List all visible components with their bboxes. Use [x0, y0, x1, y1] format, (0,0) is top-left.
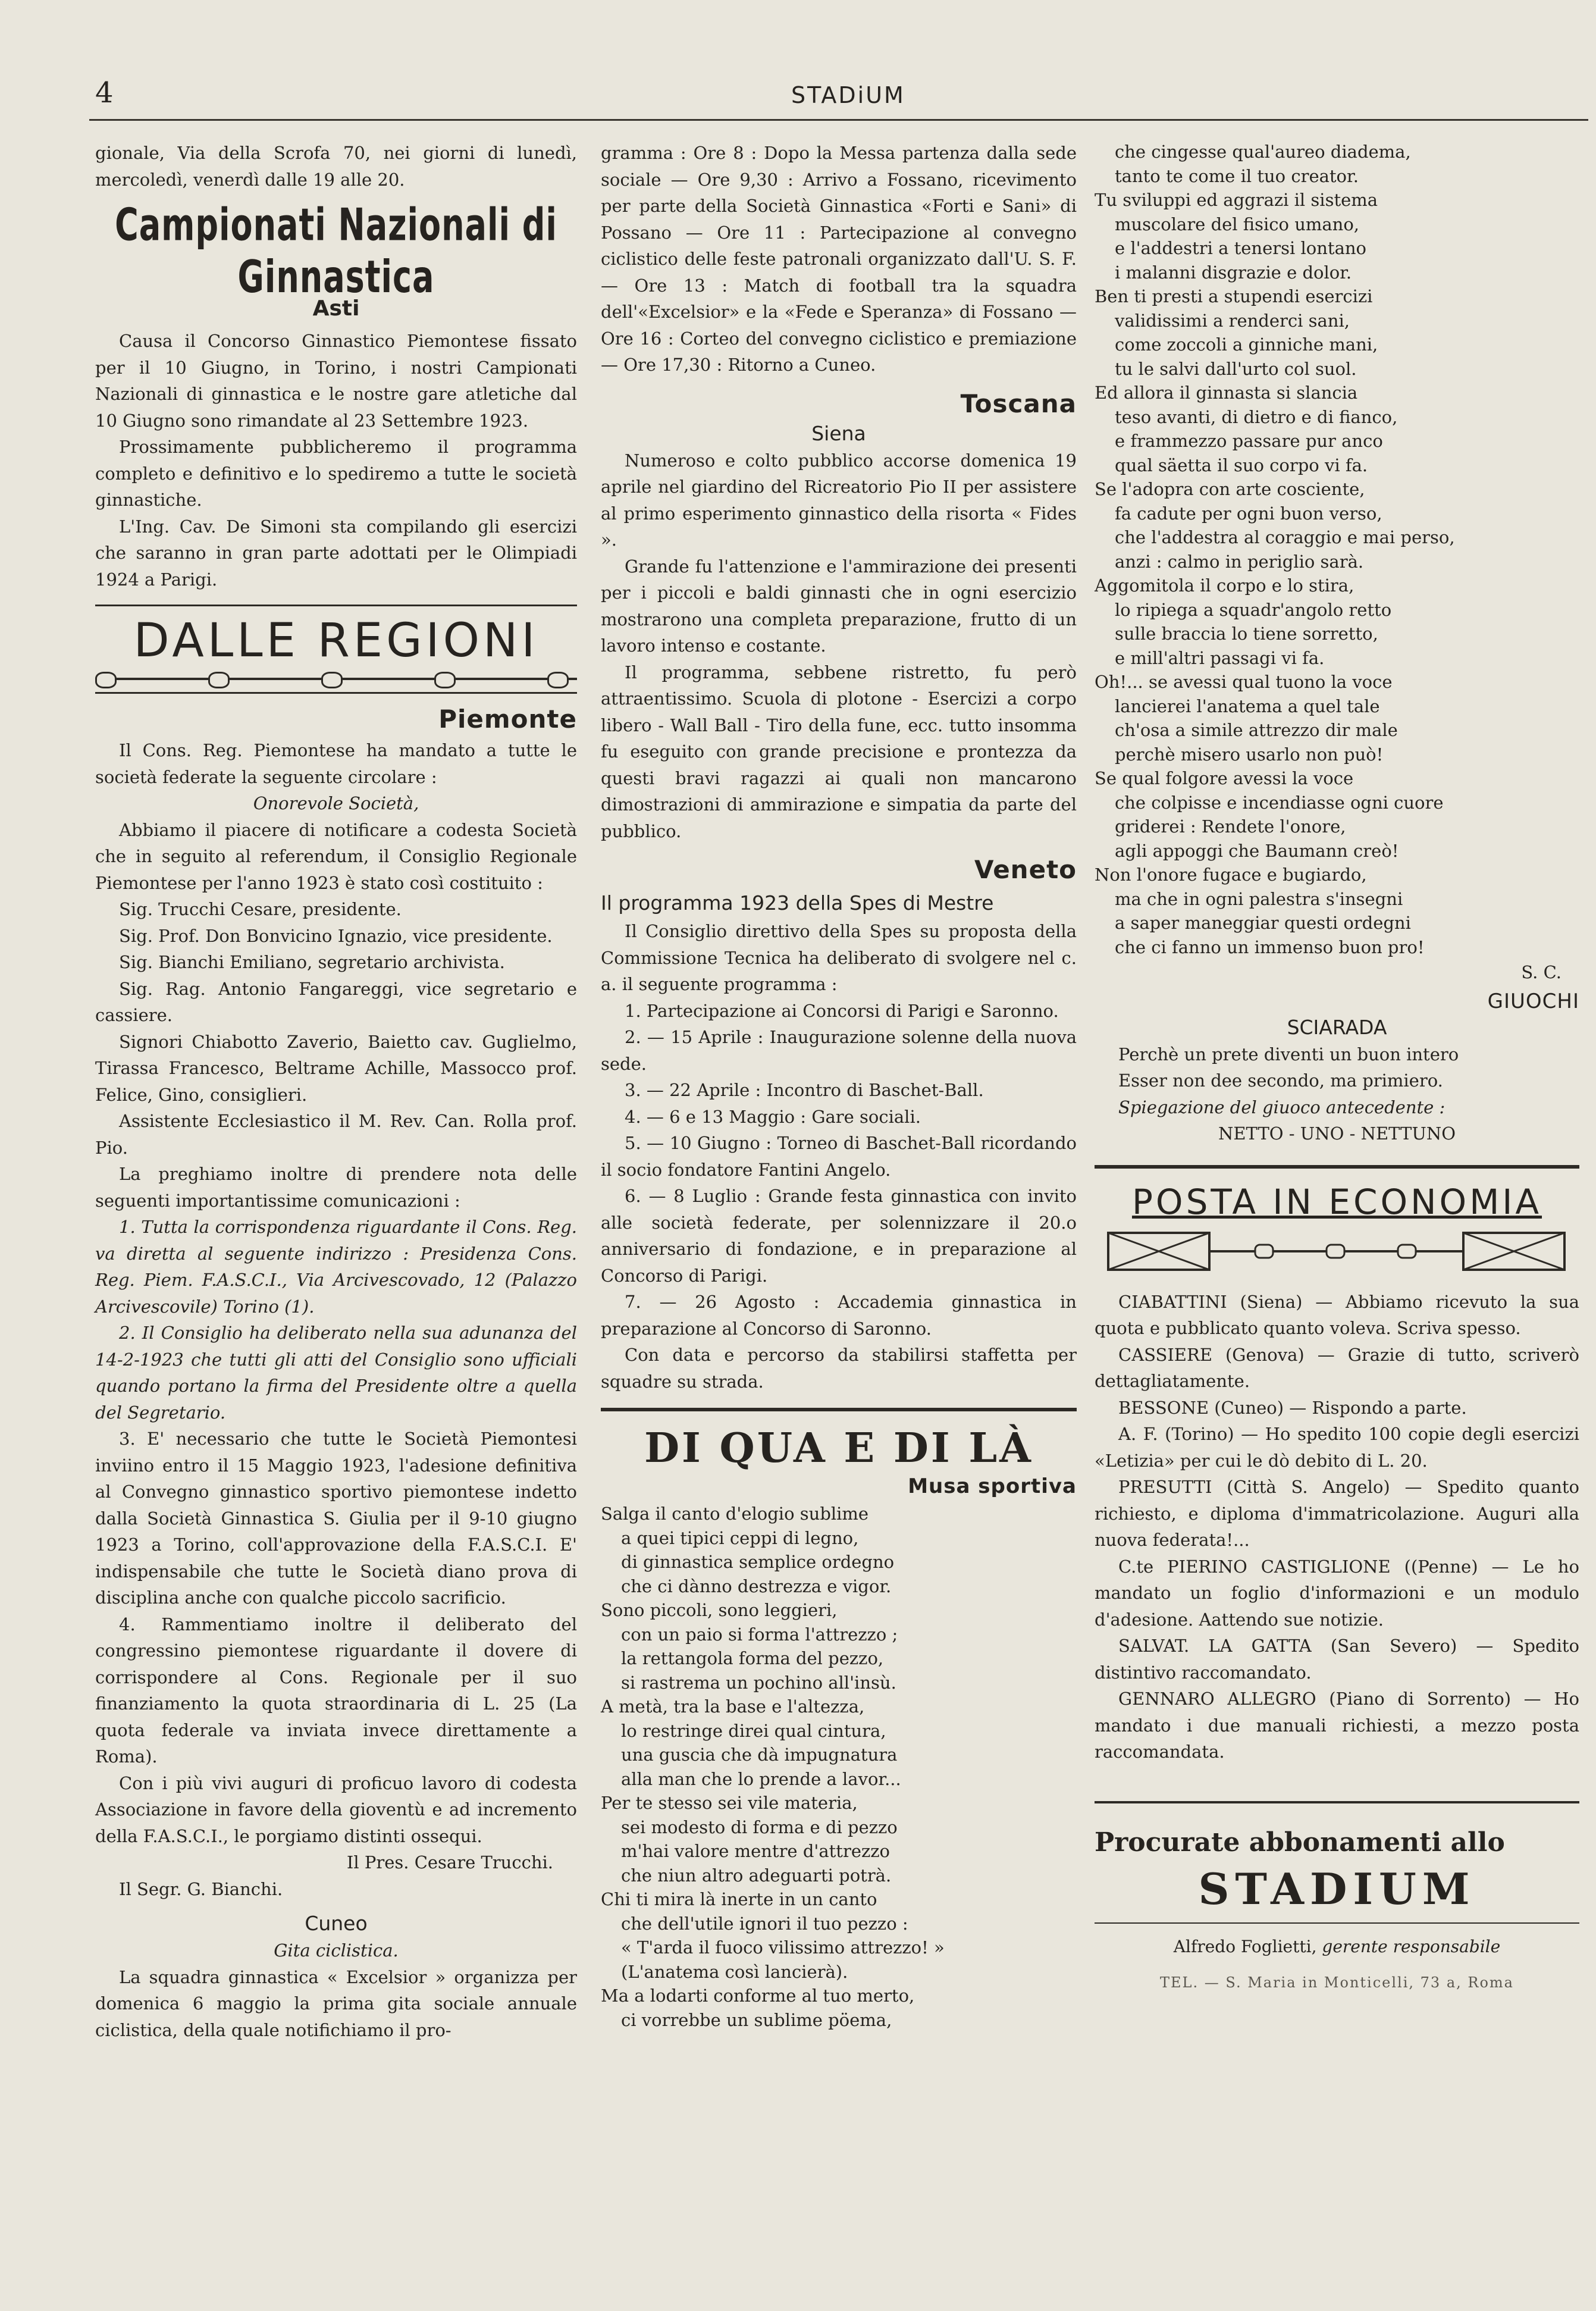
poem-line: a quei tipici ceppi di legno, [621, 1527, 859, 1548]
siena-paragraph: Il programma, sebbene ristretto, fu però attraentissimo. Scuola di plotone - Esercizi a corpo libero - Wall Ball - Tiro della fune, ecc. tutto insomma fu eseguito con grande precisione e prontezza da questi bravi ragazzi ai quali non mancarono dimostrazioni di ammirazione e simpatia da parte del pubblico. [601, 662, 1077, 841]
poem-line: con un paio si forma l'attrezzo ; [621, 1624, 898, 1645]
promo-line: Procurate abbonamenti allo [1095, 1827, 1505, 1858]
program-item: 1. Partecipazione ai Concorsi di Parigi e Saronno. [625, 1000, 1059, 1021]
column-1 [95, 140, 577, 2043]
musa-sportiva-heading: Musa sportiva [908, 1474, 1077, 1498]
asti-paragraph: L'Ing. Cav. De Simoni sta compilando gli esercizi che saranno in gran parte adottati per le Olimpiadi 1924 a Parigi. [95, 516, 577, 590]
poem-line: anzi : calmo in periglio sarà. [1115, 551, 1364, 572]
asti-paragraph: Causa il Concorso Ginnastico Piemontese fissato per il 10 Giugno, in Torino, i nostri Campionati Nazionali di ginnastica e le nostre gare atletiche dal 10 Giugno sono rimandate al 23 Settembre 1923. [95, 331, 577, 431]
posta-entry: PRESUTTI (Città S. Angelo) — Spedito quanto richiesto, e diploma d'immatricolazione. Auguri alla nuova federata!... [1095, 1477, 1579, 1550]
poem-line: fa cadute per ogni buon verso, [1115, 503, 1382, 524]
poem-line: che niun altro adeguarti potrà. [621, 1865, 892, 1886]
di-qua-e-di-la-heading: DI QUA E DI LÀ [644, 1424, 1033, 1472]
column-2 [601, 140, 1077, 2032]
poem-line: griderei : Rendete l'onore, [1115, 816, 1346, 837]
signature-secretary: Il Segr. G. Bianchi. [119, 1878, 283, 1899]
asti-paragraph: Prossimamente pubblicheremo il programma completo e definitivo e lo spediremo a tutte le società ginnastiche. [95, 437, 577, 510]
poem-line: Chi ti mira là inerte in un canto [601, 1889, 877, 1909]
piemonte-paragraph: La preghiamo inoltre di prendere nota delle seguenti importantissime comunicazioni : [95, 1164, 577, 1211]
poem-line: e mill'altri passagi vi fa. [1115, 647, 1325, 668]
spes-paragraph: Con data e percorso da stabilirsi staffetta per squadre su strada. [601, 1345, 1077, 1392]
poem-line: (L'anatema così lancierà). [621, 1961, 848, 1982]
poem-line: che colpisse e incendiasse ogni cuore [1115, 792, 1444, 813]
siena-paragraph: Grande fu l'attenzione e l'ammirazione dei presenti per i piccoli e baldi ginnasti che in ogni esercizio mostrarono una completa preparazione, frutto di un lavoro intenso e costante. [601, 556, 1077, 656]
program-item: 2. — 15 Aprile : Inaugurazione solenne della nuova sede. [601, 1027, 1077, 1074]
spes-paragraph: Il Consiglio direttivo della Spes su proposta della Commissione Tecnica ha deliberato di svolgere nel c. a. il seguente programma : [601, 921, 1077, 994]
promo-stadium: STADIUM [1198, 1863, 1476, 1914]
poem-line: Sono piccoli, sono leggieri, [601, 1600, 838, 1620]
salutation: Onorevole Società, [253, 793, 419, 813]
poem-line: « T'arda il fuoco vilissimo attrezzo! » [621, 1937, 945, 1958]
poem-line: si rastrema un pochino all'insù. [621, 1672, 896, 1693]
spiegazione-label: Spiegazione del giuoco antecedente : [1118, 1097, 1446, 1117]
footer-credit [1095, 1937, 1579, 1956]
sciarada-heading: SCIARADA [1287, 1015, 1387, 1039]
piemonte-paragraph: Con i più vivi auguri di proficuo lavoro di codesta Associazione in favore della gioventù e ad incremento della F.A.S.C.I., le porgiamo distinti ossequi. [95, 1773, 577, 1846]
poem-line: teso avanti, di dietro e di fianco, [1115, 406, 1398, 427]
poem-line: tu le salvi dall'urto col suol. [1115, 358, 1357, 379]
section-rule [601, 1408, 1077, 1411]
section-rule [1095, 1801, 1579, 1803]
council-member: Sig. Rag. Antonio Fangareggi, vice segretario e cassiere. [95, 978, 577, 1025]
poem-part-1 [601, 1502, 1077, 2032]
poem-line: Ben ti presti a stupendi esercizi [1095, 286, 1373, 306]
poem-line: e l'addestri a tenersi lontano [1115, 238, 1366, 258]
envelope-ornament [1106, 1227, 1567, 1275]
poem-line: Per te stesso sei vile materia, [601, 1793, 858, 1813]
campionati-heading: Campionati Nazionali di Ginnastica [115, 199, 557, 303]
section-rule [1095, 1922, 1579, 1924]
program-item: 3. — 22 Aprile : Incontro di Baschet-Ball. [625, 1080, 984, 1100]
cuneo-heading: Cuneo [305, 1912, 368, 1935]
poem-part-2 [1095, 140, 1579, 959]
sciarada-line: Esser non dee secondo, ma primiero. [1118, 1070, 1443, 1091]
poem-line: perchè misero usarlo non può! [1115, 744, 1384, 765]
communication-item: 4. Rammentiamo inoltre il deliberato del congressino piemontese riguardante il dovere di corrispondere al Cons. Regionale per il suo finanziamento la quota straordinaria di L. 25 (La quota federale va inviata invece direttamente a Roma). [95, 1614, 577, 1767]
program-item: 5. — 10 Giugno : Torneo di Baschet-Ball ricordando il socio fondatore Fantini Angelo. [601, 1133, 1077, 1180]
program-item: 4. — 6 e 13 Maggio : Gare sociali. [625, 1106, 921, 1127]
column-3 [1095, 140, 1579, 1991]
envelope-icon [1106, 1227, 1567, 1275]
communication-item: 1. Tutta la corrispondenza riguardante il Cons. Reg. va diretta al seguente indirizzo : Presidenza Cons. Reg. Piem. F.A.S.C.I., Via Arcivescovado, 12 (Palazzo Arcivescovile) Torino (1). [95, 1217, 577, 1317]
poem-line: una guscia che dà impugnatura [621, 1745, 898, 1765]
cuneo-paragraph: La squadra ginnastica « Excelsior » organizza per domenica 6 maggio la prima gita sociale annuale ciclistica, della quale notifichiamo il pro- [95, 1966, 577, 2040]
footer-name: Alfredo Foglietti, [1173, 1936, 1317, 1956]
poem-line: Se l'adopra con arte cosciente, [1095, 479, 1365, 499]
sciarada-line: Perchè un prete diventi un buon intero [1118, 1044, 1459, 1064]
piemonte-paragraph: Abbiamo il piacere di notificare a codesta Società che in seguito al referendum, il Consiglio Regionale Piemontese per l'anno 1923 è stato così costituito : [95, 819, 577, 893]
page-number: 4 [95, 76, 114, 109]
footer-address: TEL. — S. Maria in Monticelli, 73 a, Roma [1160, 1974, 1514, 1991]
banner-title: DALLE REGIONI [133, 614, 539, 668]
spes-heading: Il programma 1923 della Spes di Mestre [601, 891, 994, 915]
poem-signature: S. C. [1521, 962, 1561, 982]
footer-role: gerente responsabile [1322, 1936, 1501, 1956]
poem-line: validissimi a renderci sani, [1115, 310, 1350, 331]
poem-line: ch'osa a simile attrezzo dir male [1115, 720, 1398, 740]
cuneo-program: gramma : Ore 8 : Dopo la Messa partenza dalla sede sociale — Ore 9,30 : Arrivo a Fossano, ricevimento per parte della Società Ginnastica «Forti e Sani» di Possano — Ore 11 : Partecipazione al convegno ciclistico delle feste patronali organizzato dall'U. S. F. — Ore 13 : Match di football tra la squadra dell'«Excelsior» e la «Fede e Speranza» di Fossano —Ore 16 : Corteo del convegno ciclistico e premiazione — Ore 17,30 : Ritorno a Cuneo. [601, 143, 1077, 375]
poem-line: qual säetta il suo corpo vi fa. [1115, 455, 1368, 475]
section-rule [1095, 1165, 1579, 1169]
poem-line: che dell'utile ignori il tuo pezzo : [621, 1913, 908, 1934]
signature-president: Il Pres. Cesare Trucchi. [346, 1852, 553, 1872]
veneto-heading: Veneto [974, 855, 1077, 884]
poem-line: lo restringe direi qual cintura, [621, 1720, 886, 1741]
posta-entry: GENNARO ALLEGRO (Piano di Sorrento) — Ho mandato i due manuali richiesti, a mezzo posta raccomandata. [1095, 1689, 1579, 1762]
posta-entry: BESSONE (Cuneo) — Rispondo a parte. [1118, 1397, 1467, 1418]
poem-line: che l'addestra al coraggio e mai perso, [1115, 527, 1455, 547]
spiegazione-answer: NETTO - UNO - NETTUNO [1218, 1123, 1456, 1144]
banner-ornament [95, 672, 577, 686]
poem-line: Ed allora il ginnasta si slancia [1095, 383, 1358, 403]
program-item: 7. — 26 Agosto : Accademia ginnastica in preparazione al Concorso di Saronno. [601, 1292, 1077, 1339]
poem-line: Salga il canto d'elogio sublime [601, 1504, 869, 1524]
cuneo-subheading: Gita ciclistica. [274, 1940, 399, 1961]
header-rule [89, 119, 1588, 121]
giuochi-heading: GIUOCHI [1487, 989, 1579, 1013]
poem-line: che ci dànno destrezza e vigor. [621, 1576, 892, 1596]
poem-line: come zoccoli a ginniche mani, [1115, 334, 1378, 355]
poem-line: Ma a lodarti conforme al tuo merto, [601, 1986, 915, 2006]
poem-line: i malanni disgrazie e dolor. [1115, 262, 1352, 283]
poem-line: Oh!... se avessi qual tuono la voce [1095, 672, 1393, 692]
communication-item: 2. Il Consiglio ha deliberato nella sua adunanza del 14-2-1923 che tutti gli atti del Consiglio sono ufficiali quando portano la firma del Presidente oltre a quella del Segretario. [95, 1323, 577, 1423]
siena-heading: Siena [811, 421, 866, 445]
poem-line: m'hai valore mentre d'attrezzo [621, 1841, 890, 1861]
poem-line: lancierei l'anatema a quel tale [1115, 696, 1380, 716]
posta-entry: A. F. (Torino) — Ho spedito 100 copie degli esercizi «Letizia» per cui le dò debito di L. 20. [1095, 1424, 1579, 1471]
poem-line: Tu sviluppi ed aggrazi il sistema [1095, 190, 1378, 210]
poem-line: a saper maneggiar questi ordegni [1115, 913, 1411, 933]
poem-line: A metà, tra la base e l'altezza, [601, 1696, 865, 1717]
poem-line: ci vorrebbe un sublime pöema, [621, 2009, 892, 2030]
posta-entry: CIABATTINI (Siena) — Abbiamo ricevuto la sua quota e pubblicato quanto voleva. Scriva spesso. [1095, 1291, 1579, 1338]
poem-line: alla man che lo prende a lavor... [621, 1768, 901, 1789]
poem-line: sei modesto di forma e di pezzo [621, 1817, 898, 1837]
council-member: Sig. Trucchi Cesare, presidente. [119, 899, 402, 919]
poem-line: Se qual folgore avessi la voce [1095, 768, 1354, 788]
poem-line: Aggomitola il corpo e lo stira, [1095, 575, 1354, 596]
piemonte-paragraph: Il Cons. Reg. Piemontese ha mandato a tutte le società federate la seguente circolare : [95, 740, 577, 787]
council-member: Sig. Bianchi Emiliano, segretario archivista. [119, 952, 505, 972]
poem-line: ma che in ogni palestra s'insegni [1115, 888, 1403, 909]
poem-line: che cingesse qual'aureo diadema, [1115, 142, 1411, 162]
poem-line: la rettangola forma del pezzo, [621, 1648, 884, 1668]
program-item: 6. — 8 Luglio : Grande festa ginnastica con invito alle società federate, per solennizzare il 20.o anniversario di fondazione, e in preparazione al Concorso di Parigi. [601, 1186, 1077, 1286]
communication-item: 3. E' necessario che tutte le Società Piemontesi inviino entro il 15 Maggio 1923, l'adesione definitiva al Convegno ginnastico sportivo piemontese indetto dalla Società Ginnastica S. Giulia per il 9-10 giugno 1923 a Torino, coll'approvazione della F.A.S.C.I. E' indispensabile che tutte le Società diano prova di disciplina anche con qualche piccolo sacrificio. [95, 1429, 577, 1608]
poem-line: che ci fanno un immenso buon pro! [1115, 937, 1425, 957]
posta-entry: CASSIERE (Genova) — Grazie di tutto, scriverò dettagliatamente. [1095, 1344, 1579, 1391]
poem-line: Non l'onore fugace e bugiardo, [1095, 865, 1367, 885]
council-member: Assistente Ecclesiastico il M. Rev. Can. Rolla prof. Pio. [95, 1111, 577, 1158]
poem-line: di ginnastica semplice ordegno [621, 1552, 895, 1572]
posta-heading: POSTA IN ECONOMIA [1131, 1181, 1542, 1222]
poem-line: agli appoggi che Baumann creò! [1115, 840, 1399, 861]
poem-line: sulle braccia lo tiene sorretto, [1115, 624, 1378, 644]
council-member: Sig. Prof. Don Bonvicino Ignazio, vice presidente. [119, 925, 553, 946]
dalle-regioni-banner [95, 605, 577, 694]
asti-heading: Asti [312, 296, 360, 321]
council-member: Signori Chiabotto Zaverio, Baietto cav. Guglielmo, Tirassa Francesco, Beltrame Achille, Massocco prof. Felice, Gino, consiglieri. [95, 1031, 577, 1105]
intro-paragraph: gionale, Via della Scrofa 70, nei giorni di lunedì, mercoledì, venerdì dalle 19 alle 20. [95, 143, 577, 190]
posta-entry: C.te PIERINO CASTIGLIONE ((Penne) — Le ho mandato un foglio d'informazioni e un modulo d'adesione. Aattendo sue notizie. [1095, 1556, 1579, 1630]
poem-line: muscolare del fisico umano, [1115, 214, 1360, 234]
masthead-title: STADiUM [791, 82, 905, 108]
poem-line: lo ripiega a squadr'angolo retto [1115, 599, 1392, 620]
poem-line: e frammezzo passare pur anco [1115, 431, 1383, 451]
piemonte-heading: Piemonte [438, 704, 577, 734]
posta-entry: SALVAT. LA GATTA (San Severo) — Spedito distintivo raccomandato. [1095, 1636, 1579, 1683]
toscana-heading: Toscana [960, 389, 1077, 418]
poem-line: tanto te come il tuo creator. [1115, 165, 1359, 186]
posta-list [1095, 1289, 1579, 1765]
siena-paragraph: Numeroso e colto pubblico accorse domenica 19 aprile nel giardino del Ricreatorio Pio II per assistere al primo esperimento ginnastico della risorta « Fides ». [601, 450, 1077, 550]
